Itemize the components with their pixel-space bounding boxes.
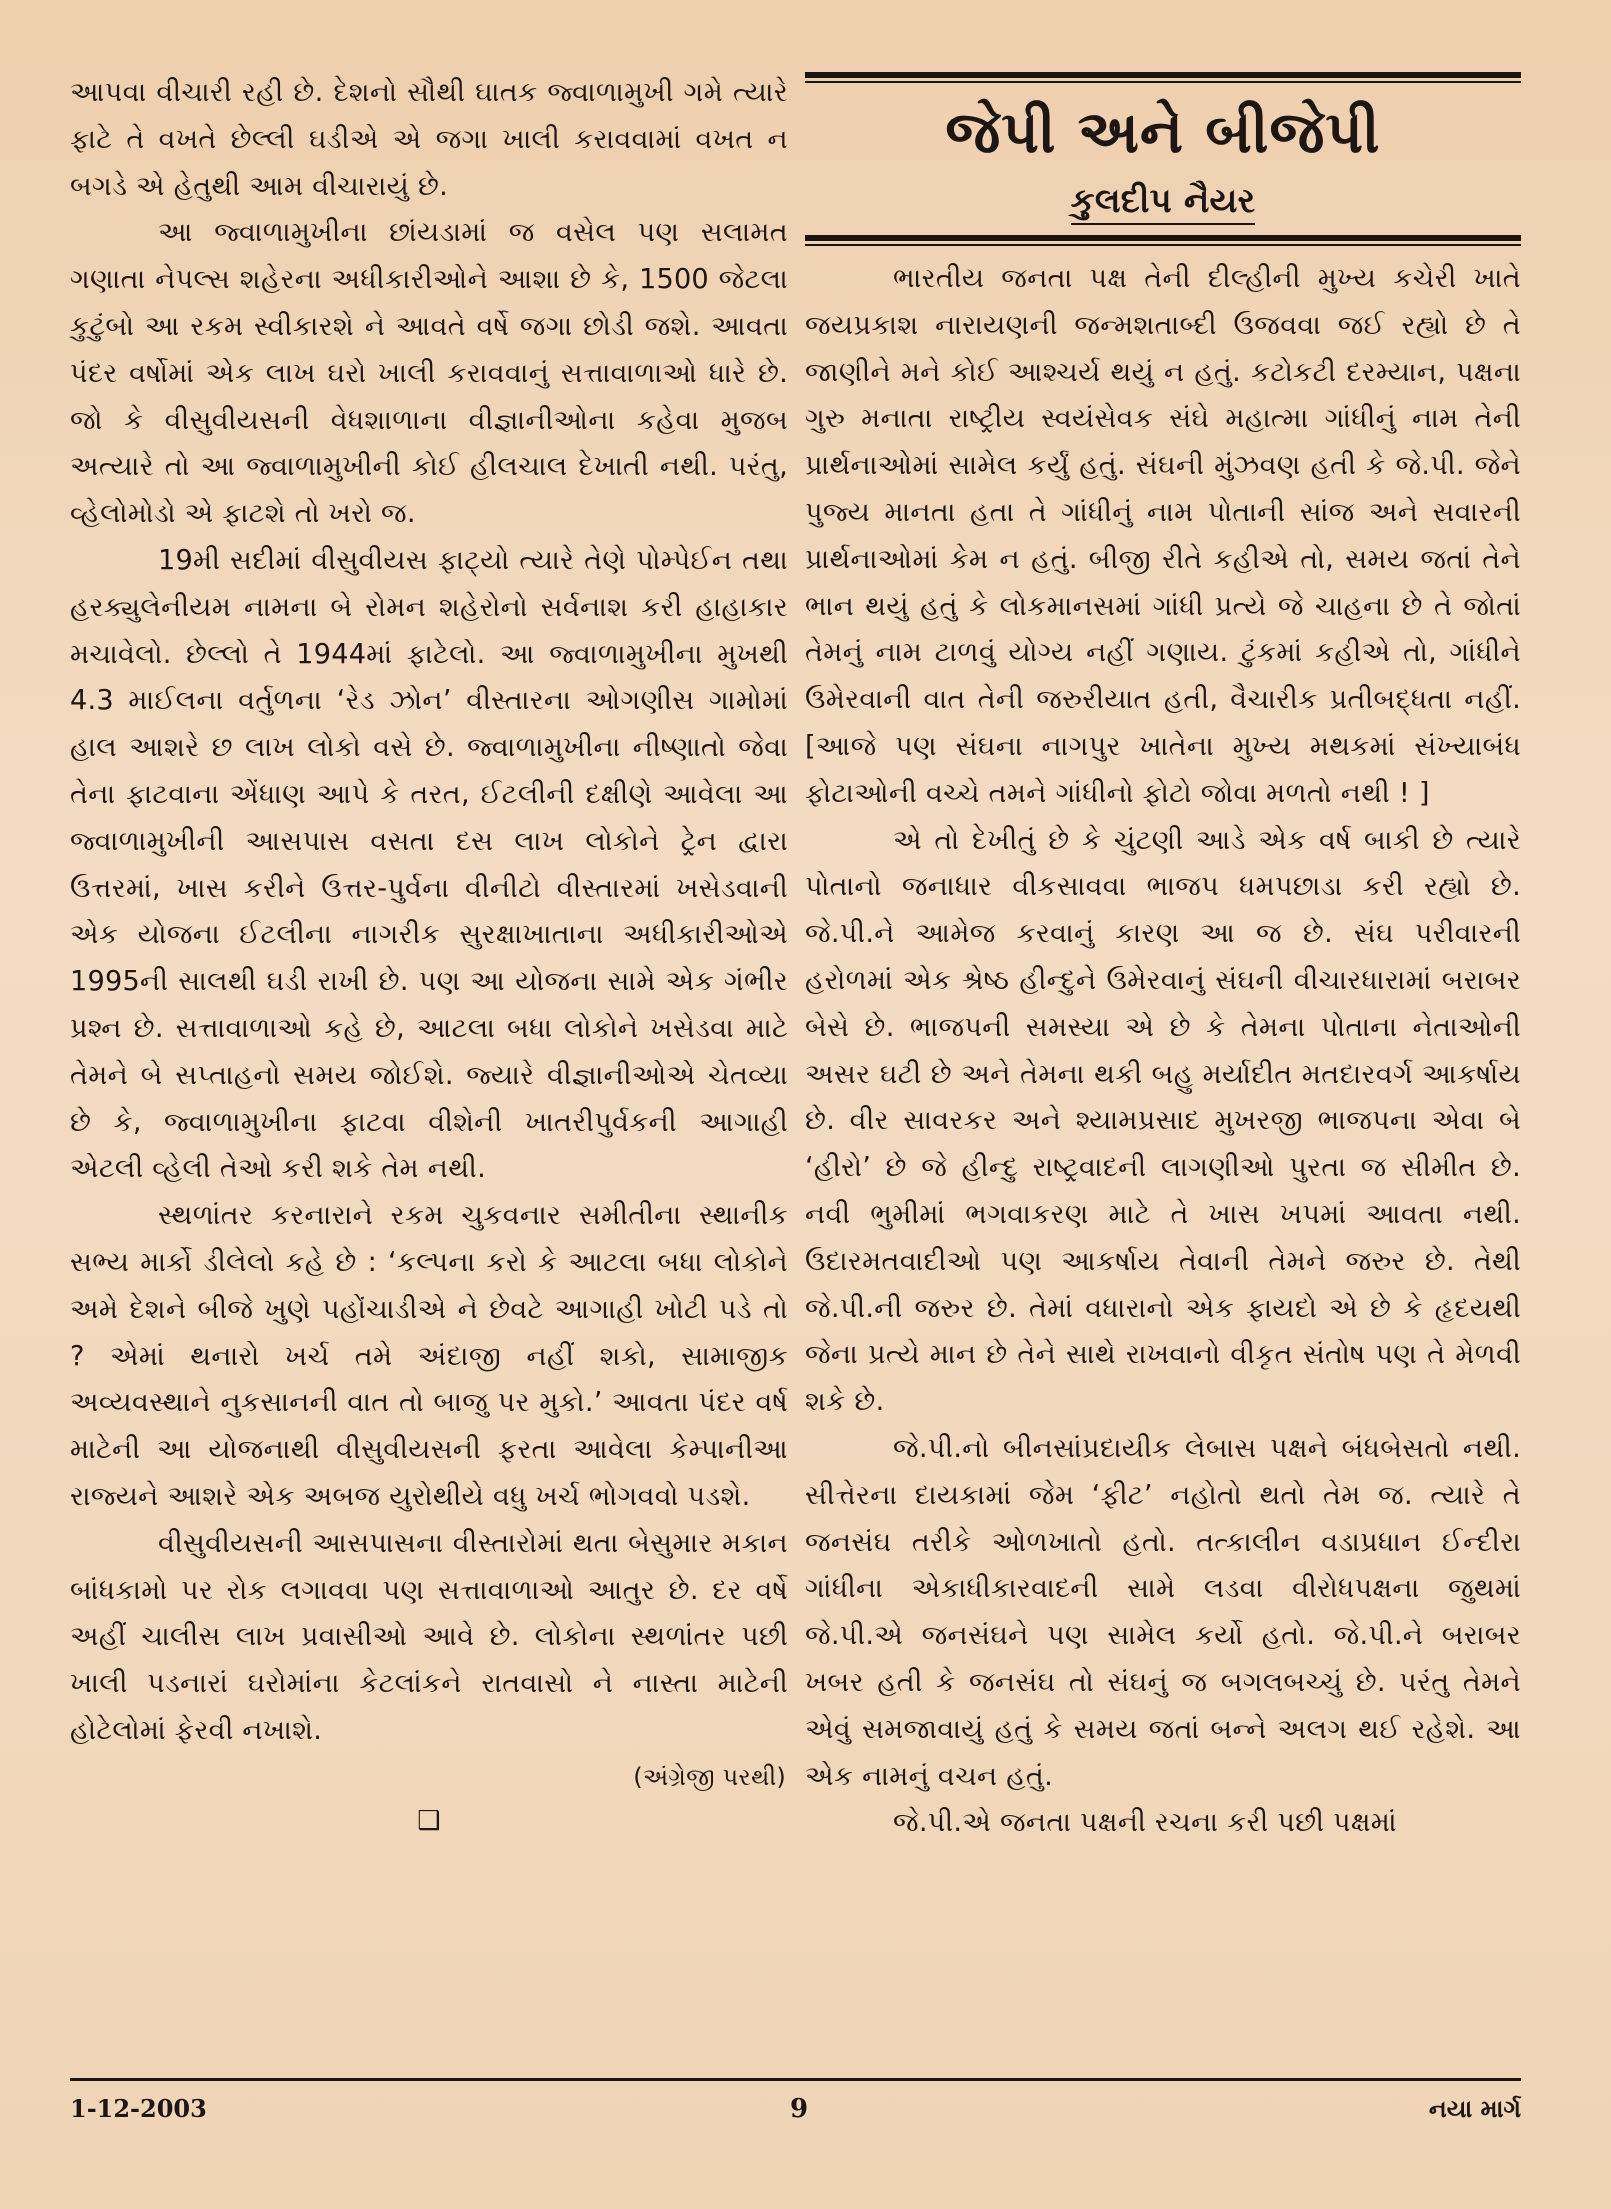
paragraph: આપવા વીચારી રહી છે. દેશનો સૌથી ઘાતક જ્વાળામુખી ગમે ત્યારે ફાટે તે વખતે છેલ્લી ઘડીએ એ જગા ખાલી કરાવવામાં વખત ન બગડે એ હેતુથી આમ વીચારાયું છે. (70, 77, 788, 202)
article-headline: જેપી અને બીજેપી (945, 98, 1381, 166)
headline-bottom-rule-thin (805, 244, 1521, 246)
paragraph: એ તો દેખીતું છે કે ચુંટણી આડે એક વર્ષ બાકી છે ત્યારે પોતાનો જનાધાર વીકસાવવા ભાજપ ધમપછાડા કરી રહ્યો છે. જે.પી.ને આમેજ કરવાનું કારણ આ જ છે. સંઘ પરીવારની હરોળમાં એક શ્રેષ્ઠ હીન્દુને ઉમેરવાનું સંઘની વીચારધારામાં બરાબર બેસે છે. ભાજપની સમસ્યા એ છે કે તેમના પોતાના નેતાઓની અસર ઘટી છે અને તેમના થકી બહુ મર્યાદીત મતદારવર્ગ આકર્ષાય છે. વીર સાવરકર અને શ્યામપ્રસાદ મુખરજી ભાજપના એવા બે ‘હીરો’ છે જે હીન્દુ રાષ્ટ્રવાદની લાગણીઓ પુરતા જ સીમીત છે. નવી ભુમીમાં ભગવાકરણ માટે તે ખાસ ખપમાં આવતા નથી. ઉદારમતવાદીઓ પણ આકર્ષાય તેવાની તેમને જરુર છે. તેથી જે.પી.ની જરુર છે. તેમાં વધારાનો એક ફાયદો એ છે કે હૃદયથી જેના પ્રત્યે માન છે તેને સાથે રાખવાનો વીકૃત સંતોષ પણ તે મેળવી શકે છે. (805, 824, 1521, 1418)
paragraph: સ્થળાંતર કરનારાને રકમ ચુકવનાર સમીતીના સ્થાનીક સભ્ય માર્કો ડીલેલો કહે છે : ‘કલ્પના કરો કે આટલા બધા લોકોને અમે દેશને બીજે ખુણે પહોંચાડીએ ને છેવટે આગાહી ખોટી પડે તો ? એમાં થનારો ખર્ચ તમે અંદાજી નહીં શકો, સામાજીક અવ્યવસ્થાને નુકસાનની વાત તો બાજુ પર મુકો.’ આવતા પંદર વર્ષ માટેની આ યોજનાથી વીસુવીયસની ફરતા આવેલા કેમ્પાનીઆ રાજ્યને આશરે એક અબજ યુરોથીયે વધુ ખર્ચ ભોગવવો પડશે. (70, 1200, 788, 1512)
author-name: કુલદીપ નૈયર (1071, 181, 1256, 225)
right-column (805, 72, 1521, 1847)
headline-top-rule (805, 72, 1521, 78)
paragraph: વીસુવીયસની આસપાસના વીસ્તારોમાં થતા બેસુમાર મકાન બાંધકામો પર રોક લગાવવા પણ સત્તાવાળાઓ આતુર છે. દર વર્ષે અહીં ચાલીસ લાખ પ્રવાસીઓ આવે છે. લોકોના સ્થળાંતર પછી ખાલી પડનારાં ઘરોમાંના કેટલાંકને રાતવાસો ને નાસ્તા માટેની હોટેલોમાં ફેરવી નખાશે. (70, 1527, 788, 1746)
paragraph: જે.પી.નો બીનસાંપ્રદાયીક લેબાસ પક્ષને બંધબેસતો નથી. સીત્તેરના દાયકામાં જેમ ‘ફીટ’ નહોતો થતો તેમ જ. ત્યારે તે જનસંઘ તરીકે ઓળખાતો હતો. તત્કાલીન વડાપ્રધાન ઈન્દીરા ગાંધીના એકાધીકારવાદની સામે લડવા વીરોધપક્ષના જુથમાં જે.પી.એ જનસંઘને પણ સામેલ કર્યો હતો. જે.પી.ને બરાબર ખબર હતી કે જનસંઘ તો સંઘનું જ બગલબચ્ચું છે. પરંતુ તેમને એવું સમજાવાયું હતું કે સમય જતાં બન્ને અલગ થઈ રહેશે. આ એક નામનું વચન હતું. (805, 1432, 1521, 1792)
paragraph: 19મી સદીમાં વીસુવીયસ ફાટ્યો ત્યારે તેણે પોમ્પેઈન તથા હરક્યુલેનીયમ નામના બે રોમન શહેરોનો સર્વનાશ કરી હાહાકાર મચાવેલો. છેલ્લો તે 1944માં ફાટેલો. આ જ્વાળામુખીના મુખથી 4.3 માઈલના વર્તુળના ‘રેડ ઝોન’ વીસ્તારના ઓગણીસ ગામોમાં હાલ આશરે છ લાખ લોકો વસે છે. જ્વાળામુખીના નીષ્ણાતો જેવા તેના ફાટવાના એંધાણ આપે કે તરત, ઈટલીની દક્ષીણે આવેલા આ જ્વાળામુખીની આસપાસ વસતા દસ લાખ લોકોને ટ્રેન દ્વારા ઉત્તરમાં, ખાસ કરીને ઉત્તર-પુર્વના વીનીટો વીસ્તારમાં ખસેડવાની એક યોજના ઈટલીના નાગરીક સુરક્ષાખાતાના અધીકારીઓએ 1995ની સાલથી ઘડી રાખી છે. પણ આ યોજના સામે એક ગંભીર પ્રશ્ન છે. સત્તાવાળાઓ કહે છે, આટલા બધા લોકોને ખસેડવા માટે તેમને બે સપ્તાહનો સમય જોઈશે. જ્યારે વીજ્ઞાનીઓએ ચેતવ્યા છે કે, જ્વાળામુખીના ફાટવા વીશેની ખાતરીપુર્વકની આગાહી એટલી વ્હેલી તેઓ કરી શકે તેમ નથી. (70, 544, 788, 1185)
left-column (70, 70, 788, 1841)
paragraph: ભારતીય જનતા પક્ષ તેની દીલ્હીની મુખ્ય કચેરી ખાતે જયપ્રકાશ નારાયણની જન્મશતાબ્દી ઉજવવા જઈ રહ્યો છે તે જાણીને મને કોઈ આશ્ચર્ય થયું ન હતું. કટોકટી દરમ્યાન, પક્ષના ગુરુ મનાતા રાષ્ટ્રીય સ્વયંસેવક સંઘે મહાત્મા ગાંધીનું નામ તેની પ્રાર્થનાઓમાં સામેલ કર્યું હતું. સંઘની મુંઝવણ હતી કે જે.પી. જેને પુજ્ય માનતા હતા તે ગાંધીનું નામ પોતાની સાંજ અને સવારની પ્રાર્થનાઓમાં કેમ ન હતું. બીજી રીતે કહીએ તો, સમય જતાં તેને ભાન થયું હતું કે લોકમાનસમાં ગાંધી પ્રત્યે જે ચાહના છે તે જોતાં તેમનું નામ ટાળવું યોગ્ય નહીં ગણાય. ટુંકમાં કહીએ તો, ગાંધીને ઉમેરવાની વાત તેની જરુરીયાત હતી, વૈચારીક પ્રતીબદ્ધતા નહીં. [આજે પણ સંઘના નાગપુર ખાતેના મુખ્ય મથકમાં સંખ્યાબંધ ફોટાઓની વચ્ચે તમને ગાંધીનો ફોટો જોવા મળતો નથી ! ] (805, 263, 1521, 809)
issue-date: 1-12-2003 (70, 2094, 207, 2123)
footer-rule (70, 2078, 1521, 2081)
headline-top-rule-thin (805, 81, 1521, 83)
article-body (805, 256, 1521, 1847)
end-of-article-icon: ❑ (417, 1805, 441, 1836)
author-byline (805, 177, 1521, 225)
headline-bottom-rule (805, 235, 1521, 241)
paragraph: આ જ્વાળામુખીના છાંયડામાં જ વસેલ પણ સલામત ગણાતા નેપલ્સ શહેરના અધીકારીઓને આશા છે કે, 1500 જેટલા કુટુંબો આ રકમ સ્વીકારશે ને આવતે વર્ષે જગા છોડી જશે. આવતા પંદર વર્ષોમાં એક લાખ ઘરો ખાલી કરાવવાનું સત્તાવાળાઓ ધારે છે. જો કે વીસુવીયસની વેધશાળાના વીજ્ઞાનીઓના કહેવા મુજબ અત્યારે તો આ જ્વાળામુખીની કોઈ હીલચાલ દેખાતી નથી. પરંતુ, વ્હેલોમોડો એ ફાટશે તો ખરો જ. (70, 217, 788, 530)
publication-name: નયા માર્ગ (1428, 2095, 1521, 2123)
source-credit: (અંગ્રેજી પરથી) (633, 1762, 786, 1791)
page-number: 9 (790, 2094, 809, 2124)
paragraph: જે.પી.એ જનતા પક્ષની રચના કરી પછી પક્ષમાં (893, 1807, 1397, 1839)
